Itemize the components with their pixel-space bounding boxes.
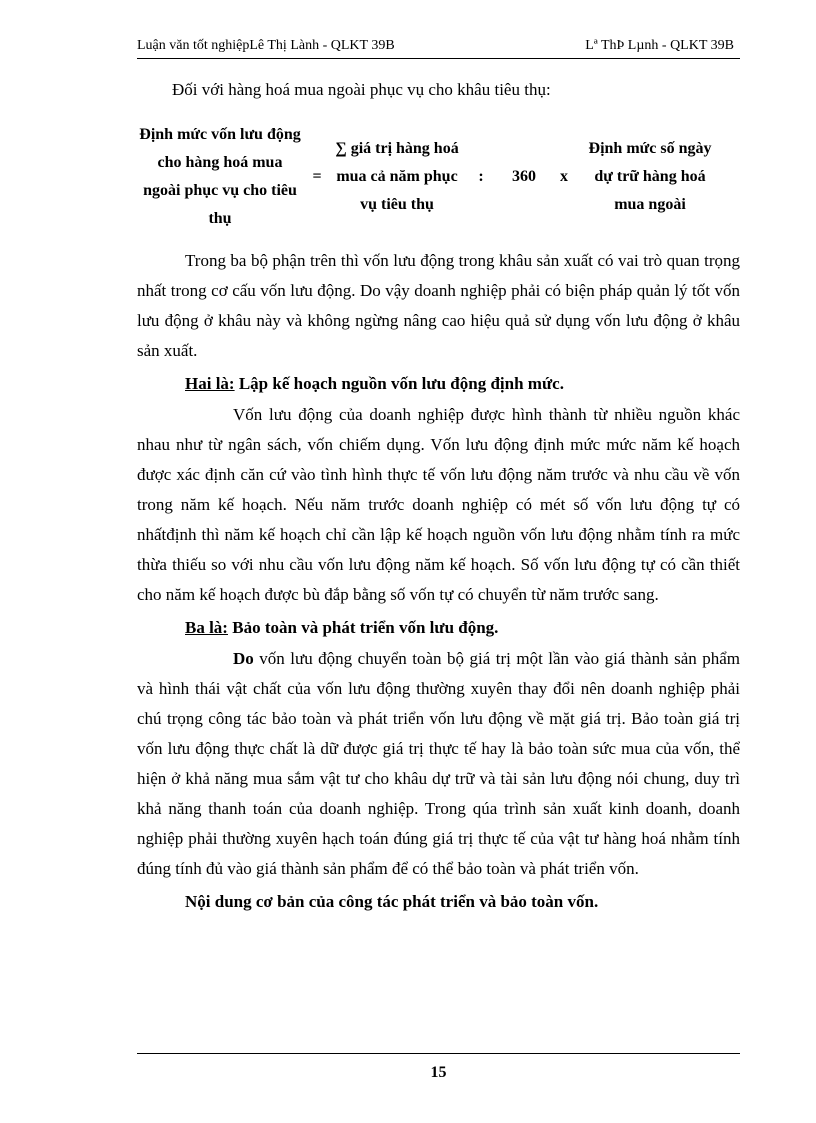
section-3-title: Bảo toàn và phát triển vốn lưu động. [227, 618, 499, 637]
sum-symbol: ∑ [335, 140, 347, 157]
section-heading-3 [137, 613, 740, 643]
paragraph-2: Vốn lưu động của doanh nghiệp được hình thành từ nhiều nguồn khác nhau như từ ngân sách, vốn chiếm dụng. Vốn lưu động định mức mức năm kế hoạch được xác định căn cứ vào tình hình thực tế vốn lưu động năm trước và nhu cầu về vốn trong năm kế hoạch. Nếu năm trước doanh nghiệp có mét số vốn lưu động tự có nhấtđịnh thì năm kế hoạch chỉ cần lập kế hoạch nguồn vốn lưu động nhằm tính ra mức thừa thiếu so với nhu cầu vốn lưu động năm kế hoạch. Số vốn lưu động tự có cần thiết cho năm kế hoạch được bù đắp bằng số vốn tự có chuyển từ năm trước sang. [137, 405, 740, 604]
formula-divide: : [478, 168, 484, 185]
intro-line: Đối với hàng hoá mua ngoài phục vụ cho khâu tiêu thụ: [172, 80, 551, 99]
section-2-title: Lập kế hoạch nguồn vốn lưu động định mức. [234, 374, 564, 393]
section-2-lead: Hai là: [185, 374, 235, 393]
section-heading-2 [137, 369, 740, 399]
formula-times: x [560, 168, 568, 185]
header-right-text: Lª ThÞ Lµnh - QLKT 39B [585, 38, 734, 53]
page-header [137, 38, 740, 59]
formula-rhs: Định mức số ngày dự trữ hàng hoá mua ngoài [588, 140, 712, 213]
paragraph-3 [137, 644, 740, 884]
document-body [137, 76, 740, 918]
formula [137, 112, 740, 242]
paragraph-3-lead: Do [233, 649, 254, 668]
paragraph-3-text: vốn lưu động chuyển toàn bộ giá trị một lần vào giá thành sản phẩm và hình thái vật chất của vốn lưu động thường xuyên thay đổi nên doanh nghiệp phải chú trọng công tác bảo toàn và phát triển vốn lưu động về mặt giá trị. Bảo toàn giá trị vốn lưu động thực chất là dữ được giá trị thực tế hay là bảo toàn sức mua của vốn, thể hiện ở khả năng mua sắm vật tư cho khâu dự trữ và tài sản lưu động nói chung, duy trì khả năng thanh toán của doanh nghiệp. Trong qúa trình sản xuất kinh doanh, doanh nghiệp phải thường xuyên hạch toán đúng giá trị thực tế của vật tư hàng hoá nhằm tính đúng tính đủ vào giá thành sản phẩm để có thể bảo toàn và phát triển vốn. [137, 649, 740, 878]
header-left-text: Luận văn tốt nghiệpLê Thị Lành - QLKT 39B [137, 38, 395, 53]
section-3-lead: Ba là: [185, 618, 228, 637]
formula-equals: = [312, 168, 322, 185]
paragraph-1: Trong ba bộ phận trên thì vốn lưu động trong khâu sản xuất có vai trò quan trọng nhất trong cơ cấu vốn lưu động. Do vậy doanh nghiệp phải có biện pháp quản lý tốt vốn lưu động ở khâu này và không ngừng nâng cao hiệu quả sử dụng vốn lưu động ở khâu sản xuất. [137, 251, 740, 360]
formula-numerator [331, 135, 463, 219]
formula-lhs: Định mức vốn lưu động cho hàng hoá mua ngoài phục vụ cho tiêu thụ [139, 126, 301, 227]
section-heading-4: Nội dung cơ bản của công tác phát triển và bảo toàn vốn. [185, 892, 599, 911]
formula-days: 360 [512, 168, 536, 185]
page-number: 15 [430, 1064, 447, 1081]
footer-divider [137, 1053, 740, 1054]
formula-numerator-text: giá trị hàng hoá mua cả năm phục vụ tiêu thụ [336, 140, 459, 213]
